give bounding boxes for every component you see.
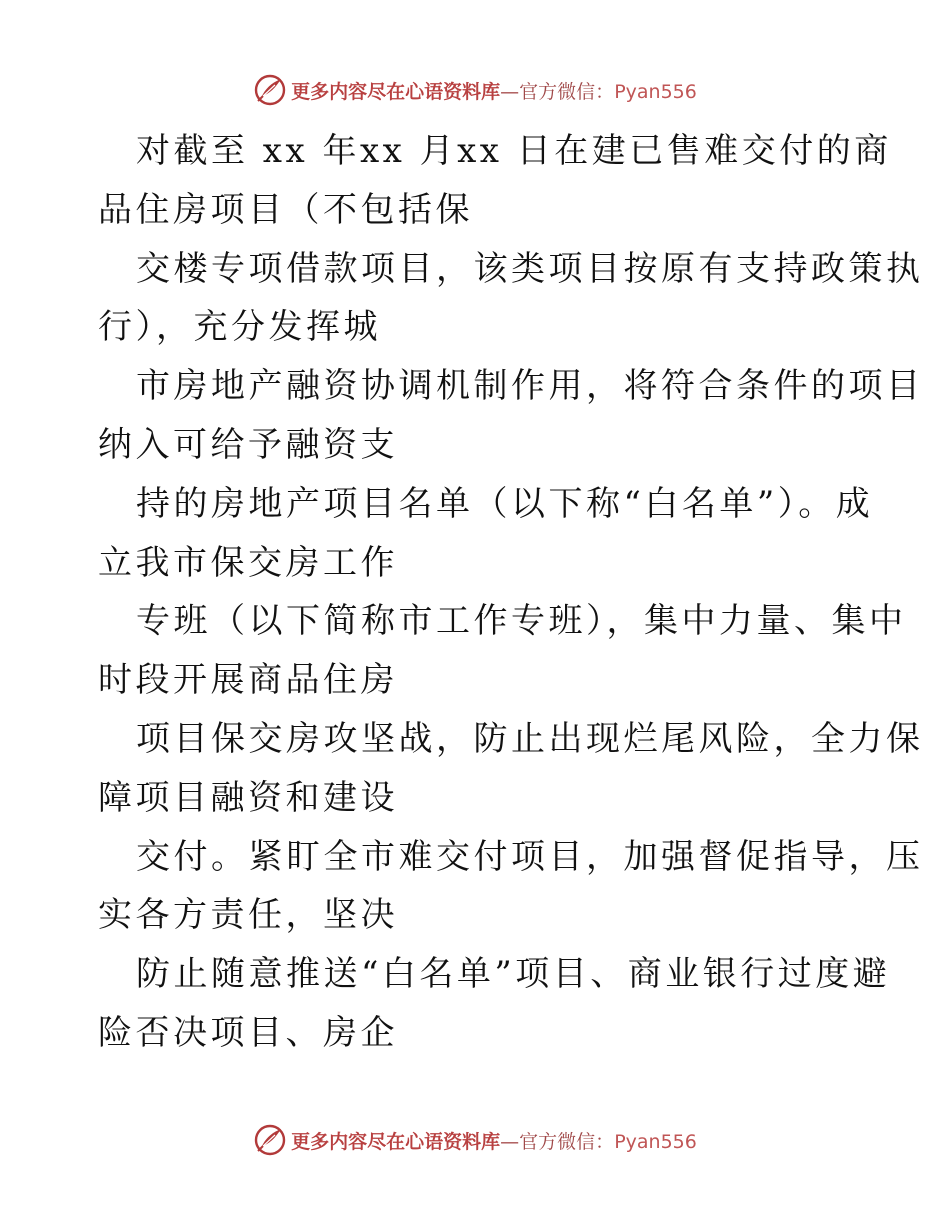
body-line: 险否决项目、房企 [98, 1012, 398, 1053]
body-line: 障项目融资和建设 [98, 777, 398, 818]
body-line: 实各方责任，坚决 [98, 895, 398, 936]
footer-watermark [0, 1120, 950, 1160]
body-line: 防止随意推送“白名单”项目、商业银行过度避 [136, 954, 891, 995]
body-line: 品住房项目（不包括保 [98, 189, 473, 230]
watermark-text [291, 1127, 697, 1154]
body-line: 立我市保交房工作 [98, 542, 398, 583]
body-line: 市房地产融资协调机制作用，将符合条件的项目 [136, 366, 924, 407]
watermark-separator: — [500, 80, 520, 103]
watermark-label: 官方微信： [519, 1130, 615, 1153]
body-line: 专班（以下简称市工作专班），集中力量、集中 [136, 601, 907, 642]
watermark-wechat-id: Pyan556 [614, 1130, 697, 1153]
watermark-brand: 更多内容尽在心语资料库 [291, 1130, 501, 1153]
body-line: 纳入可给予融资支 [98, 424, 398, 465]
watermark-label: 官方微信： [519, 80, 615, 103]
body-line: 时段开展商品住房 [98, 660, 398, 701]
watermark-wechat-id: Pyan556 [614, 80, 697, 103]
body-line: 行），充分发挥城 [98, 307, 381, 348]
body-line: 交楼专项借款项目，该类项目按原有支持政策执 [136, 248, 924, 289]
watermark-separator: — [500, 1130, 520, 1153]
feather-logo-icon [253, 73, 287, 107]
header-watermark [0, 70, 950, 110]
body-line: 交付。紧盯全市难交付项目，加强督促指导，压 [136, 836, 924, 877]
document-body [98, 122, 924, 1063]
body-line: 持的房地产项目名单（以下称“白名单”）。成 [136, 483, 874, 524]
body-line: 项目保交房攻坚战，防止出现烂尾风险，全力保 [136, 718, 924, 759]
watermark-brand: 更多内容尽在心语资料库 [291, 80, 501, 103]
body-line: 对截至 xx 年xx 月xx 日在建已售难交付的商 [136, 131, 892, 171]
feather-logo-icon [253, 1123, 287, 1157]
watermark-text [291, 77, 697, 104]
